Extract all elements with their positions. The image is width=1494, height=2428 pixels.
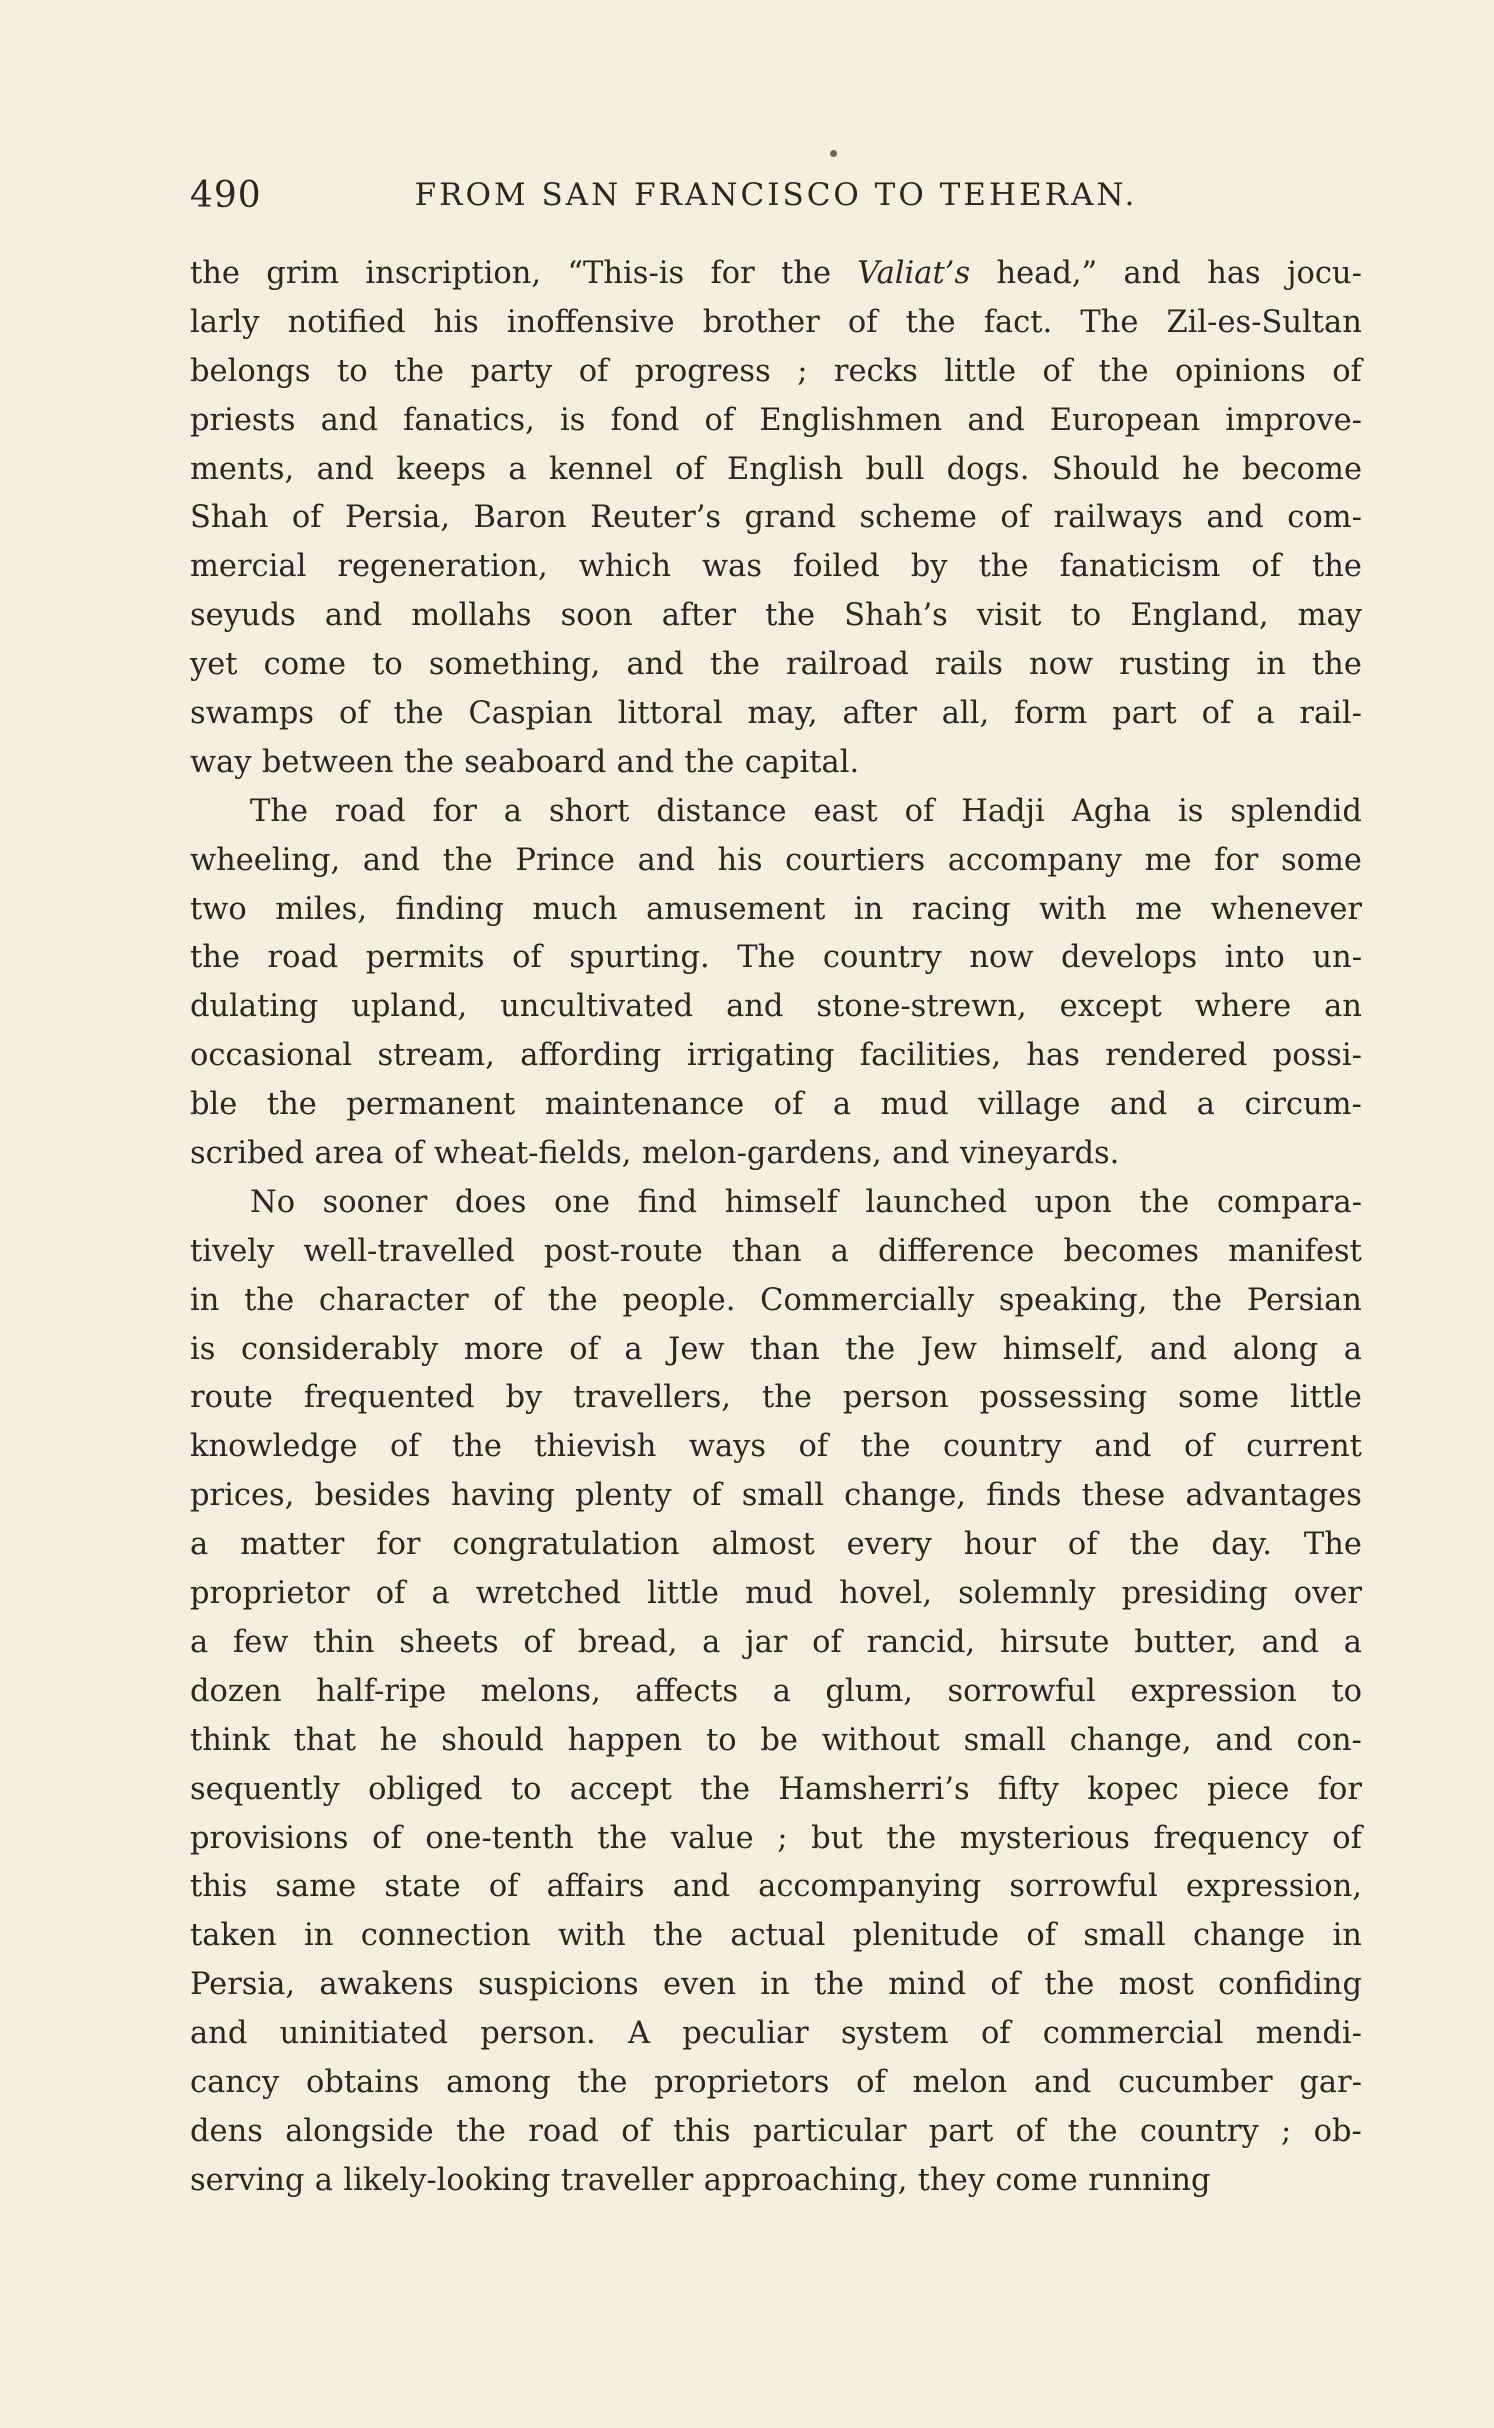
text-line: tively well-travelled post-route than a difference becomes manifest [190,1233,1362,1269]
text-line: serving a likely-looking traveller approaching, they come running [190,2162,1211,2198]
running-title: FROM SAN FRANCISCO TO TEHERAN. [414,177,1138,213]
text-line: dozen half-ripe melons, affects a glum, sorrowful expression to [190,1673,1362,1709]
text-line: provisions of one-tenth the value ; but the mysterious frequency of [190,1820,1362,1856]
text-line: yet come to something, and the railroad rails now rusting in the [190,647,1362,683]
text-line: a matter for congratulation almost every hour of the day. The [190,1527,1362,1563]
text-line: two miles, finding much amusement in racing with me whenever [190,891,1362,927]
text-line: priests and fanatics, is fond of Englishmen and European improve- [190,402,1362,438]
page-header [190,175,1362,225]
text-line: in the character of the people. Commercially speaking, the Persian [190,1282,1362,1318]
text-line: taken in connection with the actual plenitude of small change in [190,1918,1362,1954]
text-line: route frequented by travellers, the person possessing some little [190,1380,1362,1416]
text-line: The road for a short distance east of Hadji Agha is splendid [250,793,1362,829]
text-line: cancy obtains among the proprietors of melon and cucumber gar- [190,2064,1362,2100]
text-line: a few thin sheets of bread, a jar of rancid, hirsute butter, and a [190,1624,1362,1660]
text-line: proprietor of a wretched little mud hovel, solemnly presiding over [190,1576,1362,1612]
text-line: and uninitiated person. A peculiar system of commercial mendi- [190,2016,1362,2052]
text-line: knowledge of the thievish ways of the country and of current [190,1429,1362,1465]
text-line: the road permits of spurting. The country now develops into un- [190,940,1362,976]
text-line: seyuds and mollahs soon after the Shah’s visit to England, may [190,598,1362,634]
text-line: Persia, awakens suspicions even in the mind of the most confiding [190,1967,1362,2003]
text-line: the grim inscription, “This-is for the Valiat’s head,” and has jocu- [190,256,1362,291]
text-line: ments, and keeps a kennel of English bull dogs. Should he become [190,451,1362,487]
text-line: scribed area of wheat-fields, melon-gardens, and vineyards. [190,1136,1120,1172]
text-line: dulating upland, uncultivated and stone-strewn, except where an [190,989,1362,1025]
text-line: No sooner does one find himself launched upon the compara- [250,1184,1362,1220]
text-line: wheeling, and the Prince and his courtiers accompany me for some [190,842,1362,878]
paragraph [190,1179,1362,2206]
text-line: is considerably more of a Jew than the Jew himself, and along a [190,1331,1362,1367]
text-line: dens alongside the road of this particular part of the country ; ob- [190,2113,1362,2149]
text-line: Shah of Persia, Baron Reuter’s grand scheme of railways and com- [190,500,1362,536]
body-text [190,250,1362,2206]
paragraph [190,250,1362,788]
paragraph [190,788,1362,1179]
text-line: belongs to the party of progress ; recks little of the opinions of [190,353,1362,389]
text-line: larly notified his inoffensive brother of the fact. The Zil-es-Sultan [190,304,1362,340]
text-line: mercial regeneration, which was foiled by the fanaticism of the [190,549,1362,585]
text-line: swamps of the Caspian littoral may, after all, form part of a rail- [190,696,1362,732]
text-line: think that he should happen to be without small change, and con- [190,1722,1362,1758]
text-line: this same state of affairs and accompanying sorrowful expression, [190,1869,1362,1905]
ink-speck [830,150,837,157]
text-line: way between the seaboard and the capital. [190,744,860,780]
text-line: sequently obliged to accept the Hamsherri’s fifty kopec piece for [190,1771,1362,1807]
page-number: 490 [190,175,262,216]
text-line: occasional stream, affording irrigating facilities, has rendered possi- [190,1038,1362,1074]
text-line: ble the permanent maintenance of a mud village and a circum- [190,1087,1362,1123]
text-line: prices, besides having plenty of small change, finds these advantages [190,1478,1362,1514]
